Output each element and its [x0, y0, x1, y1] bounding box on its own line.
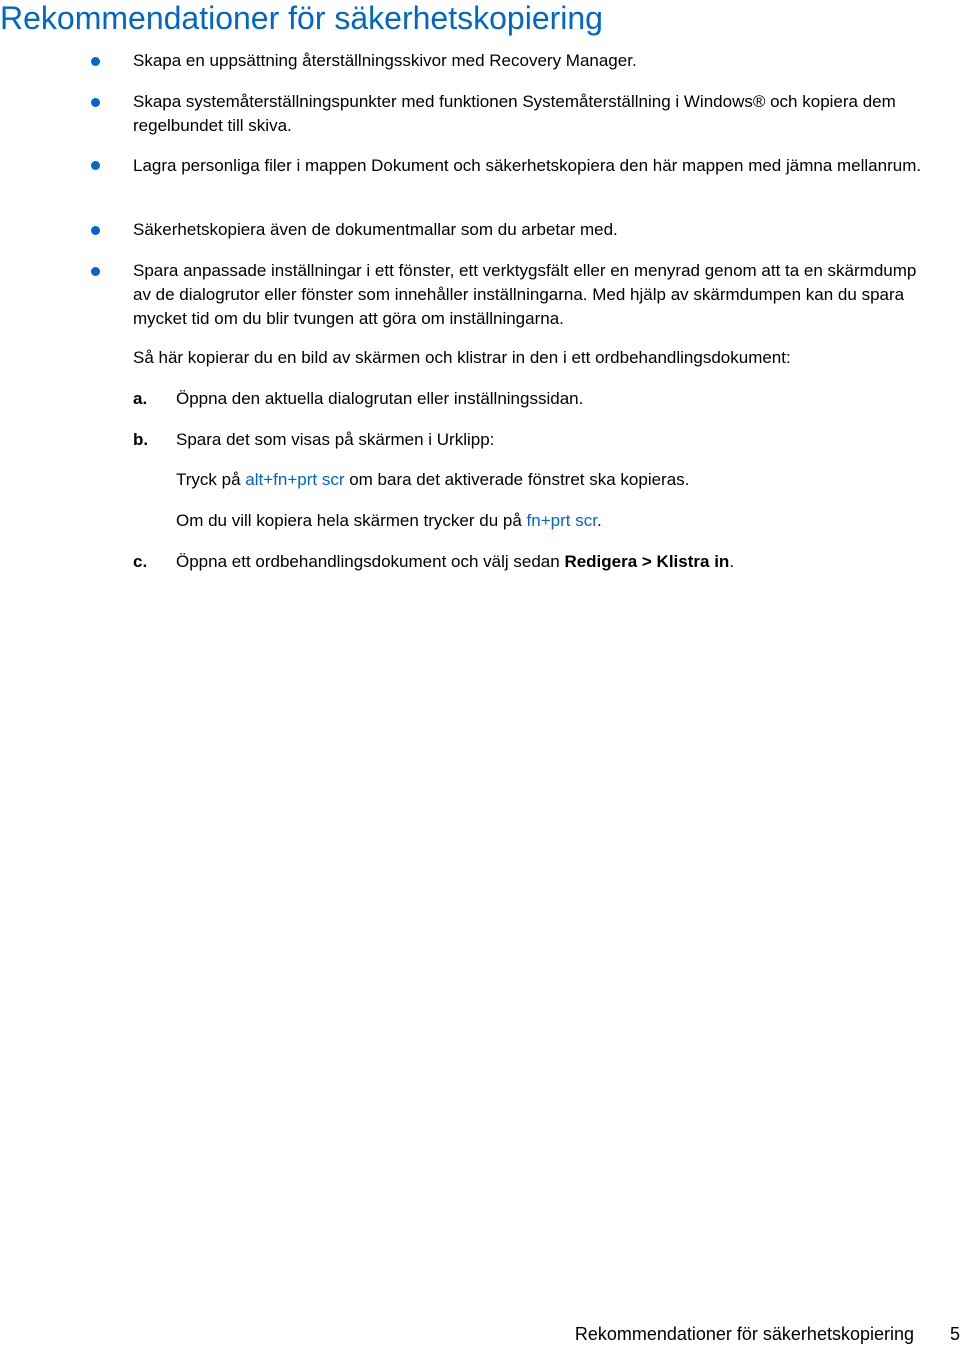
- page-title: Rekommendationer för säkerhetskopiering: [0, 0, 603, 36]
- shortcut-alt-fn-prt-scr: alt+fn+prt scr: [245, 470, 345, 489]
- page-number: 5: [949, 1324, 960, 1344]
- steps-intro: Så här kopierar du en bild av skärmen och klistrar in den i ett ordbehandlingsdokument:: [133, 348, 791, 367]
- bullet-icon: [91, 57, 100, 66]
- footer-title: Rekommendationer för säkerhetskopiering: [574, 1324, 914, 1344]
- bullet-item-4: Säkerhetskopiera även de dokumentmallar som du arbetar med.: [133, 220, 618, 239]
- step-b-label: b.: [133, 430, 149, 449]
- bullet-item-1: Skapa en uppsättning återställningsskivor med Recovery Manager.: [133, 51, 637, 70]
- bullet-icon: [91, 267, 100, 276]
- bullet-item-5: Spara anpassade inställningar i ett fönster, ett verktygsfält eller en menyrad genom att ta en skärmdump av de dialogrutor eller fönster som innehåller inställningarna. Med hjälp av skärmdumpen kan du spara mycket tid om du blir tvungen att göra om inställningarna.: [133, 261, 917, 328]
- step-b-text: Spara det som visas på skärmen i Urklipp:: [176, 430, 495, 449]
- shortcut-fn-prt-scr: fn+prt scr: [526, 511, 597, 530]
- step-c-text-post: .: [729, 552, 735, 571]
- bullet-icon: [91, 161, 100, 170]
- step-b-sub-1-pre: Tryck på: [176, 470, 246, 489]
- bullet-item-2: Skapa systemåterställningspunkter med funktionen Systemåterställning i Windows® och kopiera dem regelbundet till skiva.: [133, 92, 896, 135]
- bullet-icon: [91, 226, 100, 235]
- step-a-text: Öppna den aktuella dialogrutan eller inställningssidan.: [176, 389, 584, 408]
- step-c-text: [176, 550, 946, 574]
- bullet-icon: [91, 98, 100, 107]
- step-b-sub-1-post: om bara det aktiverade fönstret ska kopieras.: [344, 470, 690, 489]
- step-c-label: c.: [133, 552, 148, 571]
- step-b-sub-2-post: .: [596, 511, 602, 530]
- step-b-sub-2-pre: Om du vill kopiera hela skärmen trycker du på: [176, 511, 527, 530]
- step-c-text-pre: Öppna ett ordbehandlingsdokument och välj sedan: [176, 552, 565, 571]
- bullet-item-3: Lagra personliga filer i mappen Dokument och säkerhetskopiera den här mappen med jämna mellanrum.: [133, 156, 922, 175]
- step-b-sub-1: [176, 468, 946, 492]
- step-a-label: a.: [133, 389, 148, 408]
- menu-path-redigera-klistra-in: Redigera > Klistra in: [564, 552, 730, 571]
- step-b-sub-2: [176, 509, 946, 533]
